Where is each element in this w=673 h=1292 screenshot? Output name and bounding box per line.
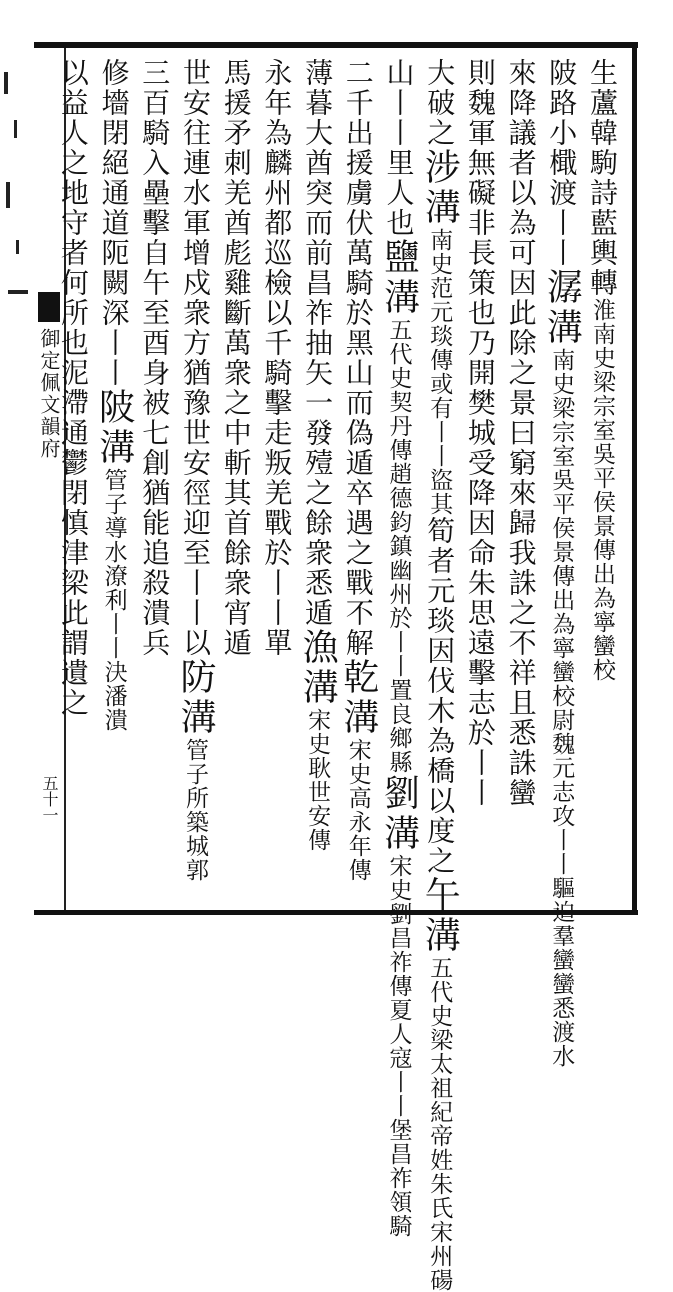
text-column bbox=[541, 58, 583, 1068]
annotation: 五代史契丹傳趙德鈞鎮幽州於丨丨置良鄉縣 bbox=[385, 318, 412, 774]
text-column bbox=[338, 58, 378, 904]
body-text: 修墻閉絕通道阨闕深丨丨 bbox=[97, 58, 131, 388]
edge-mark bbox=[8, 290, 28, 294]
body-text: 則魏軍無礙非長策也乃開樊城受降因命朱思遠擊志於丨丨 bbox=[463, 58, 497, 808]
body-text: 永年為麟州都巡檢以千騎擊走叛羌戰於丨丨單 bbox=[260, 58, 294, 658]
edge-mark bbox=[4, 72, 8, 94]
page-number: 五十一 bbox=[40, 775, 59, 823]
headword: 午溝 bbox=[419, 876, 461, 956]
annotation: 宋史耿世安傳 bbox=[304, 708, 331, 852]
headword: 涉溝 bbox=[419, 148, 461, 228]
headword: 潺溝 bbox=[541, 268, 583, 348]
body-text: 二千出援虜伏萬騎於黑山而偽遁卒遇之戰不解 bbox=[341, 58, 375, 658]
text-column bbox=[94, 58, 134, 904]
annotation: 南史范元琰傳或有丨丨盜其 bbox=[426, 228, 453, 516]
headword: 乾溝 bbox=[337, 658, 379, 738]
annotation: 管子所築城郭 bbox=[182, 738, 208, 882]
body-text: 泥滯通鬱閉慎津梁此謂遺之 bbox=[56, 358, 90, 718]
body-text: 陂路小檝渡丨丨 bbox=[545, 58, 579, 268]
headword: 防溝 bbox=[175, 658, 216, 738]
text-column bbox=[175, 58, 215, 904]
text-column bbox=[216, 58, 256, 904]
edge-mark bbox=[16, 240, 19, 254]
body-text: 以益人之地守者何所也 bbox=[56, 58, 90, 358]
top-border bbox=[34, 42, 638, 48]
text-column bbox=[460, 58, 500, 904]
text-column bbox=[501, 58, 541, 904]
annotation: 五代史梁太祖紀帝姓朱氏宋州碭 bbox=[426, 956, 453, 1292]
body-text: 馬援矛刺羌酋彪雞斷萬衆之中斬其首餘衆宵遁 bbox=[219, 58, 253, 658]
text-column bbox=[53, 58, 93, 904]
text-column bbox=[582, 58, 622, 904]
annotation: 淮南史梁宗室吳平侯景傳出為寧蠻校 bbox=[589, 298, 615, 682]
body-text: 大破之 bbox=[423, 58, 457, 148]
book-title: 御定佩文韻府 bbox=[37, 328, 61, 460]
text-column bbox=[134, 58, 174, 904]
text-column bbox=[297, 58, 337, 904]
text-column bbox=[419, 58, 461, 1292]
edge-mark bbox=[14, 120, 17, 138]
annotation: 南史梁宗室吳平侯景傳出為寧蠻校尉魏元志攻丨丨驅迫羣蠻蠻悉渡水 bbox=[548, 348, 575, 1068]
text-column bbox=[378, 58, 420, 1238]
body-text: 山丨丨里人也 bbox=[382, 58, 416, 238]
body-text: 世安往連水軍增戍衆方猶豫世安徑迎至丨丨以 bbox=[179, 58, 212, 658]
edge-mark bbox=[6, 182, 10, 208]
annotation: 宋史高永年傳 bbox=[344, 738, 371, 882]
body-text: 來降議者以為可因此除之景曰窮來歸我誅之不祥且悉誅蠻 bbox=[504, 58, 538, 808]
body-text: 薄暮大酋突而前昌祚抽矢一發殪之餘衆悉遁 bbox=[301, 58, 335, 628]
body-text: 筍者元琰因伐木為橋以度之 bbox=[423, 516, 457, 876]
body-text: 三百騎入壘擊自午至酉身被七創猶能追殺潰兵 bbox=[138, 58, 172, 658]
right-border bbox=[632, 42, 637, 915]
headword: 陂溝 bbox=[93, 388, 135, 468]
headword: 劉溝 bbox=[378, 774, 420, 854]
annotation: 宋史劉昌祚傳夏人寇丨丨堡昌祚領騎 bbox=[385, 854, 412, 1238]
body-text: 生蘆韓駒詩藍輿轉 bbox=[586, 58, 619, 298]
annotation: 管子導水潦利丨丨決潘潰 bbox=[100, 468, 127, 732]
headword: 漁溝 bbox=[297, 628, 339, 708]
previous-page-edge bbox=[0, 0, 34, 970]
headword: 鹽溝 bbox=[378, 238, 420, 318]
text-column bbox=[256, 58, 296, 904]
